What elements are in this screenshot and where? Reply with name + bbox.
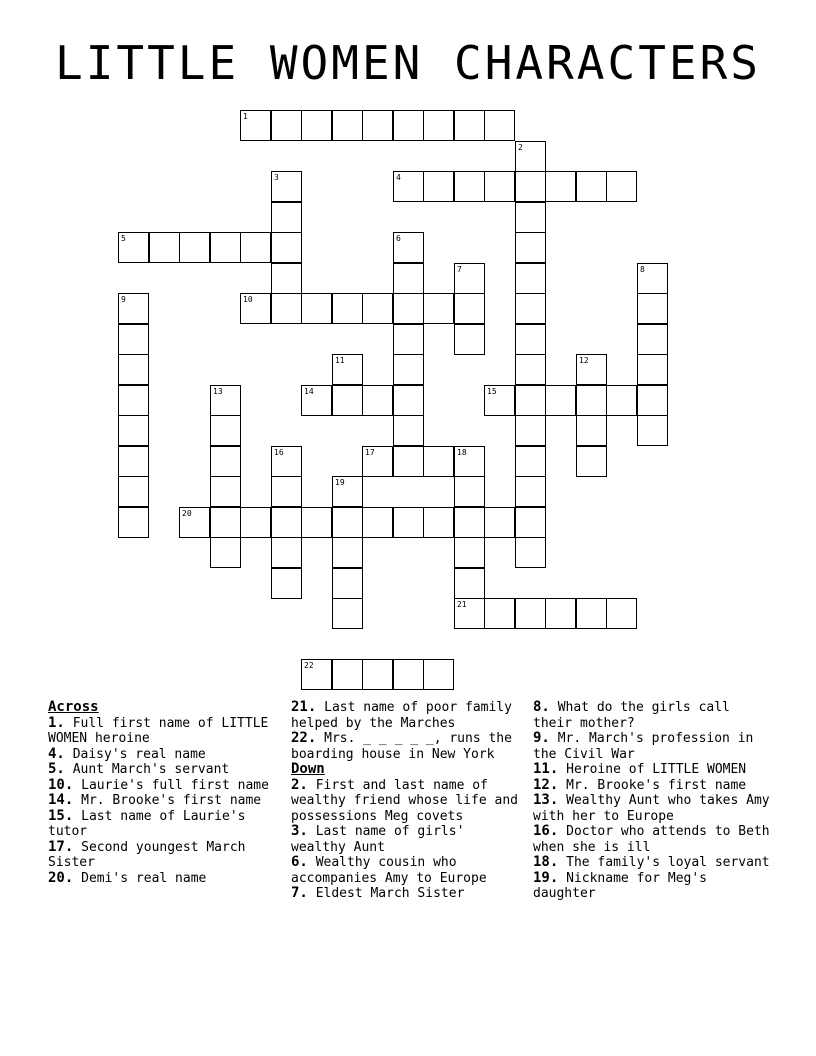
grid-cell[interactable] bbox=[515, 293, 546, 324]
clue-text: Daisy's real name bbox=[72, 746, 206, 762]
grid-cell[interactable] bbox=[454, 171, 485, 202]
down-header: Down bbox=[291, 761, 325, 777]
clue-text: Nickname for Meg's daughter bbox=[533, 870, 708, 901]
grid-cell[interactable] bbox=[606, 171, 637, 202]
grid-cell[interactable] bbox=[301, 385, 332, 416]
grid-cell[interactable] bbox=[149, 232, 180, 263]
grid-cell[interactable] bbox=[576, 598, 607, 629]
grid-cell[interactable] bbox=[515, 507, 546, 538]
clue bbox=[48, 840, 276, 871]
grid-cell[interactable] bbox=[393, 171, 424, 202]
clue-number-label: 20. bbox=[48, 869, 74, 886]
clue-text: Eldest March Sister bbox=[315, 886, 465, 901]
clue-number: 15 bbox=[487, 387, 497, 396]
clue-number: 13 bbox=[213, 387, 223, 396]
grid-cell[interactable] bbox=[576, 354, 607, 385]
grid-cell[interactable] bbox=[515, 385, 546, 416]
grid-cell[interactable] bbox=[118, 446, 149, 477]
grid-cell[interactable] bbox=[362, 446, 393, 477]
clue-number-label: 9. bbox=[533, 730, 550, 746]
grid-cell[interactable] bbox=[484, 171, 515, 202]
grid-cell[interactable] bbox=[576, 446, 607, 477]
clue bbox=[533, 871, 773, 902]
grid-cell[interactable] bbox=[454, 476, 485, 507]
grid-cell[interactable] bbox=[393, 232, 424, 263]
grid-cell[interactable] bbox=[454, 110, 485, 141]
grid-cell[interactable] bbox=[240, 507, 271, 538]
clue-number: 2 bbox=[518, 143, 523, 152]
grid-cell[interactable] bbox=[118, 324, 149, 355]
clue-number-label: 8. bbox=[533, 699, 550, 715]
clue-number: 20 bbox=[182, 509, 192, 518]
grid-cell[interactable] bbox=[362, 293, 393, 324]
clue-text: Laurie's full first name bbox=[81, 777, 269, 793]
grid-cell[interactable] bbox=[210, 446, 241, 477]
clue-number-label: 3. bbox=[291, 823, 308, 839]
clue-number: 6 bbox=[396, 234, 401, 243]
clue-text: What do the girls call their mother? bbox=[533, 700, 730, 731]
clue bbox=[48, 809, 276, 840]
clue-number-label: 12. bbox=[533, 776, 559, 793]
clue-text: Second youngest March Sister bbox=[48, 839, 246, 870]
clue-number-label: 1. bbox=[48, 714, 65, 731]
clue-number: 3 bbox=[274, 173, 279, 182]
grid-cell[interactable] bbox=[118, 354, 149, 385]
grid-cell[interactable] bbox=[332, 537, 363, 568]
clue-number-label: 11. bbox=[533, 761, 559, 777]
grid-cell[interactable] bbox=[240, 293, 271, 324]
clue-number: 4 bbox=[396, 173, 401, 182]
grid-cell[interactable] bbox=[332, 354, 363, 385]
grid-cell[interactable] bbox=[393, 263, 424, 294]
grid-cell[interactable] bbox=[393, 415, 424, 446]
grid-cell[interactable] bbox=[515, 415, 546, 446]
grid-cell[interactable] bbox=[393, 659, 424, 690]
clue-number-label: 21. bbox=[291, 699, 317, 715]
grid-cell[interactable] bbox=[240, 232, 271, 263]
grid-cell[interactable] bbox=[454, 537, 485, 568]
clue-number-label: 7. bbox=[291, 885, 308, 901]
grid-cell[interactable] bbox=[210, 232, 241, 263]
clue bbox=[291, 886, 523, 902]
grid-cell[interactable] bbox=[210, 507, 241, 538]
grid-cell[interactable] bbox=[210, 385, 241, 416]
grid-cell[interactable] bbox=[301, 659, 332, 690]
grid-cell[interactable] bbox=[637, 324, 668, 355]
clue-text: Demi's real name bbox=[81, 870, 207, 886]
grid-cell[interactable] bbox=[423, 446, 454, 477]
grid-cell[interactable] bbox=[484, 385, 515, 416]
clue bbox=[48, 871, 276, 887]
grid-cell[interactable] bbox=[637, 415, 668, 446]
grid-cell[interactable] bbox=[271, 263, 302, 294]
grid-cell[interactable] bbox=[576, 171, 607, 202]
clue-text: Doctor who attends to Beth when she is ill bbox=[533, 824, 770, 855]
clue-number-label: 15. bbox=[48, 807, 74, 824]
grid-cell[interactable] bbox=[423, 659, 454, 690]
grid-cell[interactable] bbox=[545, 385, 576, 416]
grid-cell[interactable] bbox=[362, 659, 393, 690]
grid-cell[interactable] bbox=[637, 293, 668, 324]
clue bbox=[533, 762, 773, 778]
clue-column-3 bbox=[533, 700, 773, 902]
grid-cell[interactable] bbox=[271, 568, 302, 599]
clue-number: 21 bbox=[457, 600, 467, 609]
grid-cell[interactable] bbox=[515, 324, 546, 355]
clue-text: Wealthy cousin who accompanies Amy to Europe bbox=[291, 855, 487, 886]
clue-text: First and last name of wealthy friend whose life and possessions Meg covets bbox=[291, 777, 518, 824]
clue bbox=[48, 793, 276, 809]
clue-number-label: 17. bbox=[48, 838, 74, 855]
grid-cell[interactable] bbox=[271, 537, 302, 568]
grid-cell[interactable] bbox=[545, 171, 576, 202]
grid-cell[interactable] bbox=[454, 324, 485, 355]
grid-cell[interactable] bbox=[637, 263, 668, 294]
grid-cell[interactable] bbox=[332, 110, 363, 141]
clue-number: 9 bbox=[121, 295, 126, 304]
grid-cell[interactable] bbox=[454, 263, 485, 294]
grid-cell[interactable] bbox=[454, 446, 485, 477]
clue-text: Mrs. _ _ _ _ _, runs the boarding house in New York bbox=[291, 731, 512, 762]
grid-cell[interactable] bbox=[423, 507, 454, 538]
clue-text: Mr. Brooke's first name bbox=[81, 793, 262, 808]
grid-cell[interactable] bbox=[271, 171, 302, 202]
grid-cell[interactable] bbox=[606, 385, 637, 416]
grid-cell[interactable] bbox=[454, 598, 485, 629]
grid-cell[interactable] bbox=[301, 293, 332, 324]
grid-cell[interactable] bbox=[515, 476, 546, 507]
grid-cell[interactable] bbox=[210, 476, 241, 507]
grid-cell[interactable] bbox=[393, 507, 424, 538]
clue-text: Last name of Laurie's tutor bbox=[48, 808, 246, 839]
clue-number-label: 5. bbox=[48, 761, 65, 777]
clue-text: Heroine of LITTLE WOMEN bbox=[566, 762, 747, 777]
grid-cell[interactable] bbox=[423, 171, 454, 202]
grid-cell[interactable] bbox=[271, 446, 302, 477]
grid-cell[interactable] bbox=[454, 507, 485, 538]
across-header: Across bbox=[48, 699, 99, 715]
clue-number: 8 bbox=[640, 265, 645, 274]
grid-cell[interactable] bbox=[362, 507, 393, 538]
grid-cell[interactable] bbox=[301, 507, 332, 538]
clue-number: 16 bbox=[274, 448, 284, 457]
clue-column-1 bbox=[48, 700, 276, 886]
clue bbox=[291, 731, 523, 762]
clue bbox=[533, 700, 773, 731]
grid-cell[interactable] bbox=[118, 232, 149, 263]
clue bbox=[48, 747, 276, 763]
grid-cell[interactable] bbox=[515, 537, 546, 568]
grid-cell[interactable] bbox=[515, 354, 546, 385]
grid-cell[interactable] bbox=[515, 141, 546, 172]
grid-cell[interactable] bbox=[515, 171, 546, 202]
grid-cell[interactable] bbox=[515, 202, 546, 233]
clue bbox=[533, 731, 773, 762]
grid-cell[interactable] bbox=[332, 568, 363, 599]
grid-cell[interactable] bbox=[393, 293, 424, 324]
grid-cell[interactable] bbox=[118, 507, 149, 538]
clue-number-label: 16. bbox=[533, 823, 559, 839]
clue-number: 7 bbox=[457, 265, 462, 274]
grid-cell[interactable] bbox=[301, 110, 332, 141]
clue bbox=[291, 700, 523, 731]
grid-cell[interactable] bbox=[454, 568, 485, 599]
grid-cell[interactable] bbox=[454, 293, 485, 324]
clue bbox=[533, 824, 773, 855]
grid-cell[interactable] bbox=[118, 476, 149, 507]
grid-cell[interactable] bbox=[393, 324, 424, 355]
grid-cell[interactable] bbox=[484, 110, 515, 141]
grid-cell[interactable] bbox=[423, 293, 454, 324]
grid-cell[interactable] bbox=[240, 110, 271, 141]
clue-text: Last name of poor family helped by the Marches bbox=[291, 700, 512, 731]
grid-cell[interactable] bbox=[576, 415, 607, 446]
grid-cell[interactable] bbox=[332, 293, 363, 324]
grid-cell[interactable] bbox=[393, 354, 424, 385]
grid-cell[interactable] bbox=[545, 598, 576, 629]
grid-cell[interactable] bbox=[179, 507, 210, 538]
grid-cell[interactable] bbox=[271, 293, 302, 324]
clue bbox=[291, 855, 523, 886]
clue-number: 10 bbox=[243, 295, 253, 304]
clue-number-label: 19. bbox=[533, 869, 559, 886]
clue-number-label: 22. bbox=[291, 730, 317, 746]
grid-cell[interactable] bbox=[515, 263, 546, 294]
clue-number: 18 bbox=[457, 448, 467, 457]
grid-cell[interactable] bbox=[393, 446, 424, 477]
grid-cell[interactable] bbox=[210, 415, 241, 446]
clue bbox=[533, 793, 773, 824]
clue-number-label: 14. bbox=[48, 792, 74, 808]
clue-number-label: 2. bbox=[291, 776, 308, 793]
grid-cell[interactable] bbox=[271, 507, 302, 538]
clue-number: 5 bbox=[121, 234, 126, 243]
grid-cell[interactable] bbox=[118, 385, 149, 416]
clue-text: Full first name of LITTLE WOMEN heroine bbox=[48, 715, 269, 746]
clue-text: The family's loyal servant bbox=[566, 855, 770, 870]
grid-cell[interactable] bbox=[484, 598, 515, 629]
clue bbox=[533, 855, 773, 871]
grid-cell[interactable] bbox=[210, 537, 241, 568]
clue bbox=[291, 824, 523, 855]
clue-number: 14 bbox=[304, 387, 314, 396]
clue-text: Aunt March's servant bbox=[72, 762, 230, 777]
clue bbox=[291, 778, 523, 825]
grid-cell[interactable] bbox=[606, 598, 637, 629]
grid-cell[interactable] bbox=[179, 232, 210, 263]
clue bbox=[48, 762, 276, 778]
grid-cell[interactable] bbox=[118, 415, 149, 446]
grid-cell[interactable] bbox=[484, 507, 515, 538]
grid-cell[interactable] bbox=[271, 476, 302, 507]
clue-column-2 bbox=[291, 700, 523, 902]
grid-cell[interactable] bbox=[271, 110, 302, 141]
grid-cell[interactable] bbox=[515, 446, 546, 477]
grid-cell[interactable] bbox=[576, 385, 607, 416]
grid-cell[interactable] bbox=[271, 202, 302, 233]
grid-cell[interactable] bbox=[362, 385, 393, 416]
grid-cell[interactable] bbox=[393, 110, 424, 141]
grid-cell[interactable] bbox=[332, 598, 363, 629]
grid-cell[interactable] bbox=[515, 232, 546, 263]
clue bbox=[533, 778, 773, 794]
grid-cell[interactable] bbox=[362, 110, 393, 141]
clue-number: 19 bbox=[335, 478, 345, 487]
clue-number-label: 10. bbox=[48, 776, 74, 793]
grid-cell[interactable] bbox=[423, 110, 454, 141]
puzzle-title: LITTLE WOMEN CHARACTERS bbox=[55, 36, 761, 90]
grid-cell[interactable] bbox=[332, 385, 363, 416]
clue-text: Wealthy Aunt who takes Amy with her to Europe bbox=[533, 793, 770, 824]
clue-number-label: 6. bbox=[291, 854, 308, 870]
clue-text: Mr. Brooke's first name bbox=[566, 777, 747, 793]
clue-number-label: 13. bbox=[533, 792, 559, 808]
grid-cell[interactable] bbox=[637, 385, 668, 416]
clue-number: 17 bbox=[365, 448, 375, 457]
clue bbox=[48, 716, 276, 747]
grid-cell[interactable] bbox=[515, 598, 546, 629]
clue bbox=[48, 778, 276, 794]
grid-cell[interactable] bbox=[332, 476, 363, 507]
grid-cell[interactable] bbox=[271, 232, 302, 263]
grid-cell[interactable] bbox=[332, 507, 363, 538]
grid-cell[interactable] bbox=[118, 293, 149, 324]
clue-text: Last name of girls' wealthy Aunt bbox=[291, 824, 465, 855]
clue-number: 12 bbox=[579, 356, 589, 365]
grid-cell[interactable] bbox=[393, 385, 424, 416]
clue-number-label: 18. bbox=[533, 854, 559, 870]
clue-number-label: 4. bbox=[48, 745, 65, 762]
clue-number: 11 bbox=[335, 356, 345, 365]
clue-number: 22 bbox=[304, 661, 314, 670]
clue-number: 1 bbox=[243, 112, 248, 121]
clue-text: Mr. March's profession in the Civil War bbox=[533, 731, 754, 762]
grid-cell[interactable] bbox=[332, 659, 363, 690]
grid-cell[interactable] bbox=[637, 354, 668, 385]
